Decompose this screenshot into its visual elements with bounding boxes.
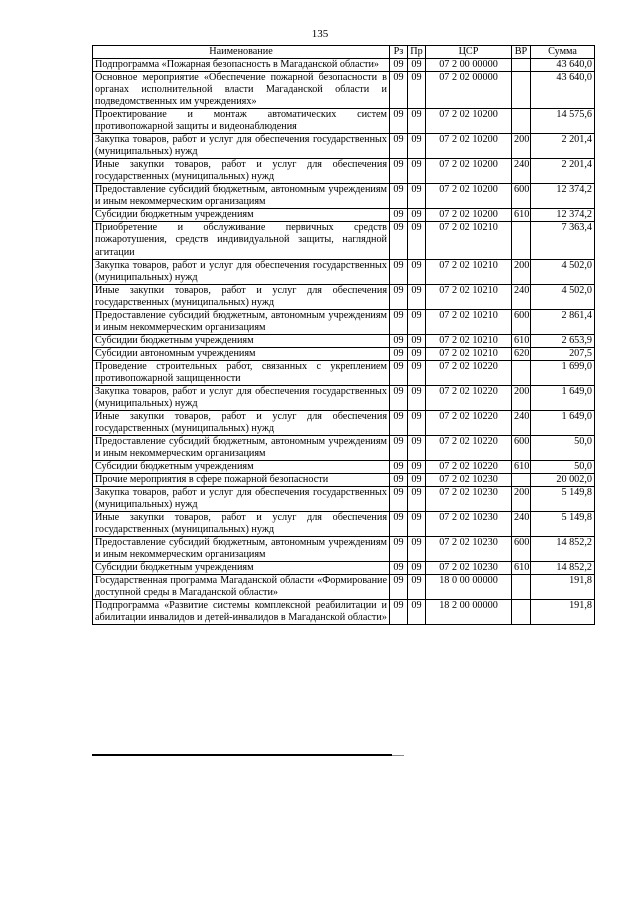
cell-pr: 09 xyxy=(408,134,426,159)
cell-pr: 09 xyxy=(408,222,426,259)
cell-rz: 09 xyxy=(390,72,408,109)
cell-vr xyxy=(512,360,531,385)
cell-name: Закупка товаров, работ и услуг для обеспечения государственных (муниципальных) нужд xyxy=(93,385,390,410)
table-row xyxy=(93,109,595,134)
cell-vr: 600 xyxy=(512,184,531,209)
cell-sum: 43 640,0 xyxy=(531,59,595,72)
cell-pr: 09 xyxy=(408,184,426,209)
header-name: Наименование xyxy=(93,46,390,59)
cell-name: Предоставление субсидий бюджетным, автономным учреждениям и иным некоммерческим организациям xyxy=(93,537,390,562)
cell-sum: 50,0 xyxy=(531,435,595,460)
cell-pr: 09 xyxy=(408,259,426,284)
cell-csr: 07 2 02 00000 xyxy=(426,72,512,109)
cell-vr: 200 xyxy=(512,385,531,410)
cell-rz: 09 xyxy=(390,184,408,209)
cell-csr: 07 2 02 10230 xyxy=(426,537,512,562)
cell-csr: 07 2 02 10220 xyxy=(426,410,512,435)
cell-sum: 5 149,8 xyxy=(531,512,595,537)
cell-name: Основное мероприятие «Обеспечение пожарной безопасности в органах исполнительной власти Магаданской области и подведомственных им учреждениях» xyxy=(93,72,390,109)
cell-name: Субсидии автономным учреждениям xyxy=(93,347,390,360)
cell-rz: 09 xyxy=(390,309,408,334)
cell-csr: 07 2 02 10220 xyxy=(426,435,512,460)
cell-sum: 191,8 xyxy=(531,600,595,625)
cell-name: Предоставление субсидий бюджетным, автономным учреждениям и иным некоммерческим организациям xyxy=(93,435,390,460)
table-row xyxy=(93,184,595,209)
cell-pr: 09 xyxy=(408,562,426,575)
cell-name: Прочие мероприятия в сфере пожарной безопасности xyxy=(93,474,390,487)
table-row xyxy=(93,309,595,334)
cell-vr xyxy=(512,109,531,134)
cell-name: Закупка товаров, работ и услуг для обеспечения государственных (муниципальных) нужд xyxy=(93,134,390,159)
header-pr: Пр xyxy=(408,46,426,59)
cell-vr xyxy=(512,575,531,600)
cell-csr: 07 2 02 10200 xyxy=(426,109,512,134)
cell-sum: 4 502,0 xyxy=(531,259,595,284)
cell-pr: 09 xyxy=(408,487,426,512)
table-row xyxy=(93,159,595,184)
cell-rz: 09 xyxy=(390,222,408,259)
cell-name: Субсидии бюджетным учреждениям xyxy=(93,562,390,575)
table-row xyxy=(93,259,595,284)
table-row xyxy=(93,385,595,410)
cell-pr: 09 xyxy=(408,309,426,334)
table-row xyxy=(93,575,595,600)
table-row xyxy=(93,59,595,72)
cell-rz: 09 xyxy=(390,600,408,625)
cell-vr xyxy=(512,59,531,72)
cell-csr: 07 2 02 10210 xyxy=(426,259,512,284)
cell-rz: 09 xyxy=(390,512,408,537)
header-csr: ЦСР xyxy=(426,46,512,59)
cell-pr: 09 xyxy=(408,284,426,309)
cell-sum: 50,0 xyxy=(531,461,595,474)
cell-csr: 07 2 02 10230 xyxy=(426,487,512,512)
cell-pr: 09 xyxy=(408,59,426,72)
cell-csr: 07 2 02 10230 xyxy=(426,562,512,575)
table-row xyxy=(93,347,595,360)
cell-csr: 07 2 02 10210 xyxy=(426,309,512,334)
cell-sum: 12 374,2 xyxy=(531,184,595,209)
cell-name: Подпрограмма «Развитие системы комплексной реабилитации и абилитации инвалидов и детей-инвалидов в Магаданской области» xyxy=(93,600,390,625)
cell-sum: 14 575,6 xyxy=(531,109,595,134)
cell-name: Государственная программа Магаданской области «Формирование доступной среды в Магаданской области» xyxy=(93,575,390,600)
cell-vr xyxy=(512,222,531,259)
table-header-row xyxy=(93,46,595,59)
cell-pr: 09 xyxy=(408,109,426,134)
cell-sum: 14 852,2 xyxy=(531,537,595,562)
table-row xyxy=(93,435,595,460)
footer-rule-end xyxy=(392,755,404,756)
cell-name: Закупка товаров, работ и услуг для обеспечения государственных (муниципальных) нужд xyxy=(93,259,390,284)
cell-pr: 09 xyxy=(408,360,426,385)
cell-name: Иные закупки товаров, работ и услуг для обеспечения государственных (муниципальных) нужд xyxy=(93,512,390,537)
cell-sum: 1 649,0 xyxy=(531,385,595,410)
table-body xyxy=(93,59,595,625)
cell-csr: 07 2 02 10200 xyxy=(426,184,512,209)
footer-rule xyxy=(92,754,392,756)
cell-vr: 200 xyxy=(512,487,531,512)
cell-vr: 200 xyxy=(512,134,531,159)
cell-sum: 207,5 xyxy=(531,347,595,360)
cell-sum: 7 363,4 xyxy=(531,222,595,259)
cell-pr: 09 xyxy=(408,385,426,410)
cell-vr: 240 xyxy=(512,159,531,184)
table-row xyxy=(93,600,595,625)
cell-name: Иные закупки товаров, работ и услуг для обеспечения государственных (муниципальных) нужд xyxy=(93,159,390,184)
cell-csr: 07 2 02 10200 xyxy=(426,134,512,159)
header-rz: Рз xyxy=(390,46,408,59)
table-row xyxy=(93,334,595,347)
cell-pr: 09 xyxy=(408,159,426,184)
cell-name: Приобретение и обслуживание первичных средств пожаротушения, средств индивидуальной защиты, наглядной агитации xyxy=(93,222,390,259)
table-row xyxy=(93,209,595,222)
cell-pr: 09 xyxy=(408,575,426,600)
table-row xyxy=(93,487,595,512)
cell-rz: 09 xyxy=(390,487,408,512)
cell-rz: 09 xyxy=(390,410,408,435)
cell-vr: 240 xyxy=(512,284,531,309)
cell-csr: 07 2 02 10220 xyxy=(426,385,512,410)
cell-rz: 09 xyxy=(390,334,408,347)
cell-csr: 07 2 02 10210 xyxy=(426,334,512,347)
cell-vr: 610 xyxy=(512,334,531,347)
cell-sum: 43 640,0 xyxy=(531,72,595,109)
cell-rz: 09 xyxy=(390,562,408,575)
cell-vr: 600 xyxy=(512,537,531,562)
cell-rz: 09 xyxy=(390,209,408,222)
cell-csr: 07 2 02 10210 xyxy=(426,222,512,259)
cell-vr: 240 xyxy=(512,512,531,537)
cell-vr xyxy=(512,72,531,109)
cell-name: Предоставление субсидий бюджетным, автономным учреждениям и иным некоммерческим организациям xyxy=(93,309,390,334)
cell-rz: 09 xyxy=(390,134,408,159)
cell-name: Проектирование и монтаж автоматических систем противопожарной защиты и видеонаблюдения xyxy=(93,109,390,134)
cell-rz: 09 xyxy=(390,347,408,360)
cell-rz: 09 xyxy=(390,109,408,134)
table-row xyxy=(93,562,595,575)
cell-rz: 09 xyxy=(390,575,408,600)
table-row xyxy=(93,461,595,474)
header-vr: ВР xyxy=(512,46,531,59)
cell-vr: 200 xyxy=(512,259,531,284)
cell-rz: 09 xyxy=(390,159,408,184)
cell-csr: 18 2 00 00000 xyxy=(426,600,512,625)
cell-rz: 09 xyxy=(390,284,408,309)
cell-sum: 20 002,0 xyxy=(531,474,595,487)
cell-csr: 07 2 00 00000 xyxy=(426,59,512,72)
cell-sum: 191,8 xyxy=(531,575,595,600)
cell-sum: 5 149,8 xyxy=(531,487,595,512)
cell-pr: 09 xyxy=(408,435,426,460)
cell-sum: 2 861,4 xyxy=(531,309,595,334)
cell-vr xyxy=(512,600,531,625)
cell-csr: 07 2 02 10220 xyxy=(426,461,512,474)
cell-sum: 12 374,2 xyxy=(531,209,595,222)
cell-name: Иные закупки товаров, работ и услуг для обеспечения государственных (муниципальных) нужд xyxy=(93,284,390,309)
cell-rz: 09 xyxy=(390,360,408,385)
budget-table xyxy=(92,45,595,625)
cell-rz: 09 xyxy=(390,537,408,562)
cell-pr: 09 xyxy=(408,347,426,360)
cell-pr: 09 xyxy=(408,461,426,474)
cell-vr: 620 xyxy=(512,347,531,360)
header-sum: Сумма xyxy=(531,46,595,59)
cell-name: Предоставление субсидий бюджетным, автономным учреждениям и иным некоммерческим организациям xyxy=(93,184,390,209)
cell-csr: 07 2 02 10210 xyxy=(426,347,512,360)
cell-pr: 09 xyxy=(408,72,426,109)
cell-rz: 09 xyxy=(390,435,408,460)
table-row xyxy=(93,410,595,435)
cell-sum: 14 852,2 xyxy=(531,562,595,575)
cell-name: Субсидии бюджетным учреждениям xyxy=(93,461,390,474)
cell-pr: 09 xyxy=(408,334,426,347)
cell-sum: 2 201,4 xyxy=(531,134,595,159)
table-row xyxy=(93,537,595,562)
cell-vr: 610 xyxy=(512,562,531,575)
cell-rz: 09 xyxy=(390,259,408,284)
cell-rz: 09 xyxy=(390,385,408,410)
cell-csr: 07 2 02 10230 xyxy=(426,512,512,537)
cell-sum: 2 653,9 xyxy=(531,334,595,347)
cell-vr: 600 xyxy=(512,309,531,334)
cell-csr: 07 2 02 10210 xyxy=(426,284,512,309)
cell-sum: 2 201,4 xyxy=(531,159,595,184)
cell-csr: 07 2 02 10230 xyxy=(426,474,512,487)
cell-pr: 09 xyxy=(408,512,426,537)
cell-name: Субсидии бюджетным учреждениям xyxy=(93,334,390,347)
cell-rz: 09 xyxy=(390,474,408,487)
cell-name: Проведение строительных работ, связанных с укреплением противопожарной защищенности xyxy=(93,360,390,385)
cell-rz: 09 xyxy=(390,59,408,72)
cell-rz: 09 xyxy=(390,461,408,474)
cell-name: Иные закупки товаров, работ и услуг для обеспечения государственных (муниципальных) нужд xyxy=(93,410,390,435)
cell-pr: 09 xyxy=(408,474,426,487)
cell-pr: 09 xyxy=(408,209,426,222)
cell-csr: 18 0 00 00000 xyxy=(426,575,512,600)
cell-vr: 610 xyxy=(512,461,531,474)
cell-vr: 600 xyxy=(512,435,531,460)
table-row xyxy=(93,222,595,259)
cell-name: Субсидии бюджетным учреждениям xyxy=(93,209,390,222)
cell-sum: 4 502,0 xyxy=(531,284,595,309)
cell-csr: 07 2 02 10220 xyxy=(426,360,512,385)
cell-vr xyxy=(512,474,531,487)
cell-name: Закупка товаров, работ и услуг для обеспечения государственных (муниципальных) нужд xyxy=(93,487,390,512)
cell-name: Подпрограмма «Пожарная безопасность в Магаданской области» xyxy=(93,59,390,72)
cell-sum: 1 699,0 xyxy=(531,360,595,385)
page-number: 135 xyxy=(311,28,329,40)
cell-csr: 07 2 02 10200 xyxy=(426,209,512,222)
cell-vr: 610 xyxy=(512,209,531,222)
cell-pr: 09 xyxy=(408,537,426,562)
table-row xyxy=(93,360,595,385)
table-row xyxy=(93,474,595,487)
cell-pr: 09 xyxy=(408,600,426,625)
cell-sum: 1 649,0 xyxy=(531,410,595,435)
cell-vr: 240 xyxy=(512,410,531,435)
table-row xyxy=(93,134,595,159)
table-header xyxy=(93,46,595,59)
table-row xyxy=(93,72,595,109)
cell-pr: 09 xyxy=(408,410,426,435)
table-row xyxy=(93,512,595,537)
table-row xyxy=(93,284,595,309)
cell-csr: 07 2 02 10200 xyxy=(426,159,512,184)
